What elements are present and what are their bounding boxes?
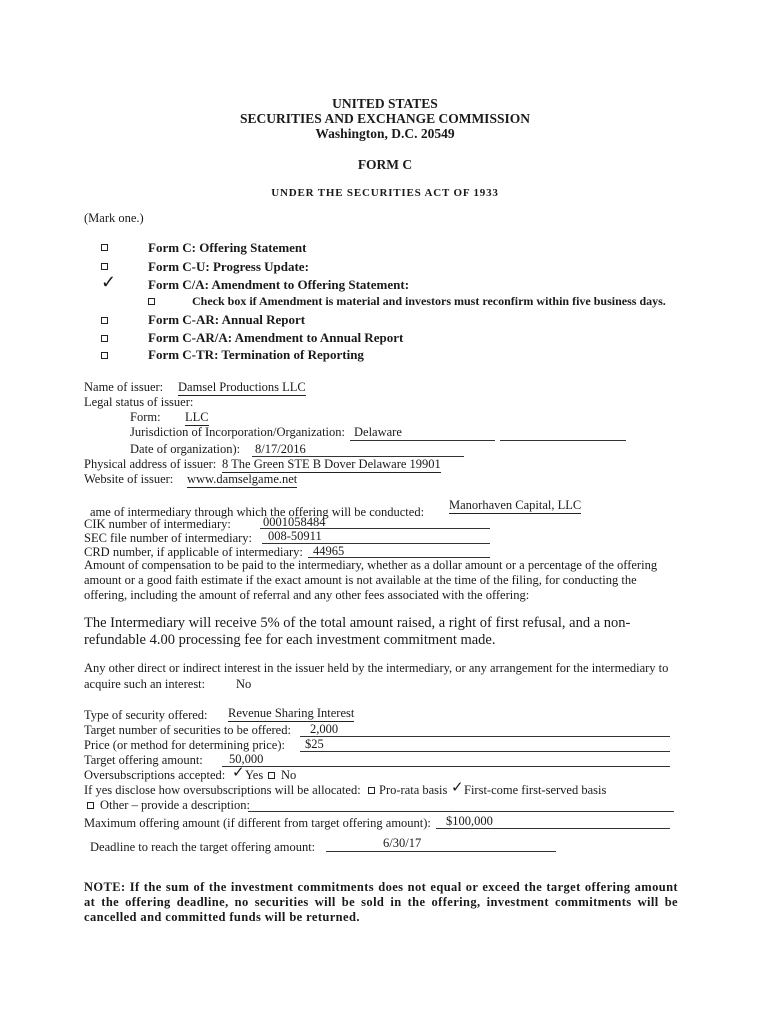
- issuer-name-value: Damsel Productions LLC: [178, 380, 306, 394]
- mark-one-label: (Mark one.): [84, 211, 144, 225]
- option-checkmark-icon-form-ca[interactable]: ✓: [101, 272, 117, 292]
- address-value: 8 The Green STE B Dover Delaware 19901: [222, 457, 441, 471]
- cik-value: 0001058484: [263, 515, 326, 529]
- sec-file-label: SEC file number of intermediary:: [84, 531, 253, 545]
- interest-text: Any other direct or indirect interest in the issuer held by the intermediary, or any arrangement for the intermediary to acquire such an interest:: [84, 661, 669, 691]
- note-paragraph: NOTE: If the sum of the investment commitments does not equal or exceed the target offering amount at the offering deadline, no securities will be sold in the offering, investment commitments will be cancelled and committed funds will be returned.: [84, 880, 678, 924]
- deadline-value: 6/30/17: [383, 836, 422, 850]
- alloc-prorata-checkbox[interactable]: [368, 787, 375, 794]
- form-value: LLC: [185, 410, 209, 424]
- crd-label: CRD number, if applicable of intermediary:: [84, 545, 303, 559]
- sec-file-value: 008-50911: [268, 529, 322, 543]
- interest-answer: No: [236, 677, 252, 691]
- compensation-text: Amount of compensation to be paid to the intermediary, whether as a dollar amount or a percentage of the offering amount or a good faith estimate if the exact amount is not available at the time of the filing, for conducting the offering, including the amount of referral and any other fees associated with the offering:: [84, 558, 658, 602]
- website-link[interactable]: www.damselgame.net: [187, 472, 298, 486]
- option-checkbox-form-car[interactable]: [101, 317, 108, 324]
- option-checkbox-form-cu[interactable]: [101, 263, 108, 270]
- jurisdiction-underline: [350, 440, 495, 441]
- option-label-form-c: Form C: Offering Statement: [148, 240, 307, 255]
- oversub-label: Oversubscriptions accepted:: [84, 768, 226, 782]
- address-label: Physical address of issuer:: [84, 457, 217, 471]
- header-sec: SECURITIES AND EXCHANGE COMMISSION: [240, 111, 530, 126]
- target-number-underline: [300, 736, 670, 737]
- option-label-form-cu: Form C-U: Progress Update:: [148, 259, 309, 274]
- alloc-fcfs-checkmark-icon[interactable]: ✓: [451, 780, 464, 796]
- price-label: Price (or method for determining price):: [84, 738, 285, 752]
- oversub-yes-label: Yes: [245, 768, 264, 782]
- header-united-states: UNITED STATES: [332, 96, 438, 111]
- max-amount-value: $100,000: [446, 814, 493, 828]
- deadline-underline: [326, 851, 556, 852]
- allocation-label: If yes disclose how oversubscriptions will be allocated:: [84, 783, 361, 797]
- act-title: UNDER THE SECURITIES ACT OF 1933: [271, 187, 499, 199]
- target-amount-underline: [222, 766, 670, 767]
- option-checkbox-form-ctr[interactable]: [101, 352, 108, 359]
- other-checkbox[interactable]: [87, 802, 94, 809]
- cik-label: CIK number of intermediary:: [84, 517, 231, 531]
- other-underline: [248, 811, 674, 812]
- security-type-value: Revenue Sharing Interest: [228, 706, 355, 720]
- option-label-form-ctr: Form C-TR: Termination of Reporting: [148, 347, 364, 362]
- option-checkbox-form-c[interactable]: [101, 244, 108, 251]
- price-value: $25: [305, 737, 324, 751]
- alloc-prorata-label: Pro-rata basis: [379, 783, 448, 797]
- header-washington: Washington, D.C. 20549: [315, 126, 455, 141]
- jurisdiction-label: Jurisdiction of Incorporation/Organization:: [130, 425, 345, 439]
- compensation-answer: The Intermediary will receive 5% of the total amount raised, a right of first refusal, and a non-refundable 4.00 processing fee for each investment commitment made.: [84, 615, 631, 648]
- sec-file-underline: [262, 543, 490, 544]
- date-label: Date of organization):: [130, 442, 241, 456]
- intermediary-name-label: ame of intermediary through which the offering will be conducted:: [90, 505, 425, 519]
- oversub-no-label: No: [281, 768, 297, 782]
- intermediary-name-value: Manorhaven Capital, LLC: [449, 498, 582, 512]
- option-checkbox-material[interactable]: [148, 298, 155, 305]
- target-number-label: Target number of securities to be offered:: [84, 723, 291, 737]
- oversub-no-checkbox[interactable]: [268, 772, 275, 779]
- oversub-yes-checkmark-icon[interactable]: ✓: [232, 765, 245, 781]
- max-amount-underline: [436, 828, 670, 829]
- alloc-fcfs-label: First-come first-served basis: [464, 783, 607, 797]
- target-amount-label: Target offering amount:: [84, 753, 203, 767]
- issuer-name-label: Name of issuer:: [84, 380, 164, 394]
- jurisdiction-value: Delaware: [354, 425, 402, 439]
- max-amount-label: Maximum offering amount (if different from target offering amount):: [84, 816, 431, 830]
- security-type-label: Type of security offered:: [84, 708, 208, 722]
- legal-status-label: Legal status of issuer:: [84, 395, 194, 409]
- option-label-material: Check box if Amendment is material and investors must reconfirm within five business days.: [192, 294, 666, 308]
- target-amount-value: 50,000: [229, 752, 264, 766]
- website-label: Website of issuer:: [84, 472, 174, 486]
- jurisdiction-underline-2: [500, 440, 626, 441]
- form-title: FORM C: [357, 157, 413, 172]
- date-value: 8/17/2016: [255, 442, 306, 456]
- form-label: Form:: [130, 410, 161, 424]
- option-checkbox-form-cara[interactable]: [101, 335, 108, 342]
- option-label-form-cara: Form C-AR/A: Amendment to Annual Report: [148, 330, 404, 345]
- option-label-form-ca: Form C/A: Amendment to Offering Statement:: [148, 277, 410, 292]
- target-number-value: 2,000: [310, 722, 339, 736]
- option-label-form-car: Form C-AR: Annual Report: [148, 312, 306, 327]
- deadline-label: Deadline to reach the target offering amount:: [90, 840, 316, 854]
- price-underline: [300, 751, 670, 752]
- crd-value: 44965: [313, 544, 345, 558]
- other-label: Other – provide a description:: [100, 798, 250, 812]
